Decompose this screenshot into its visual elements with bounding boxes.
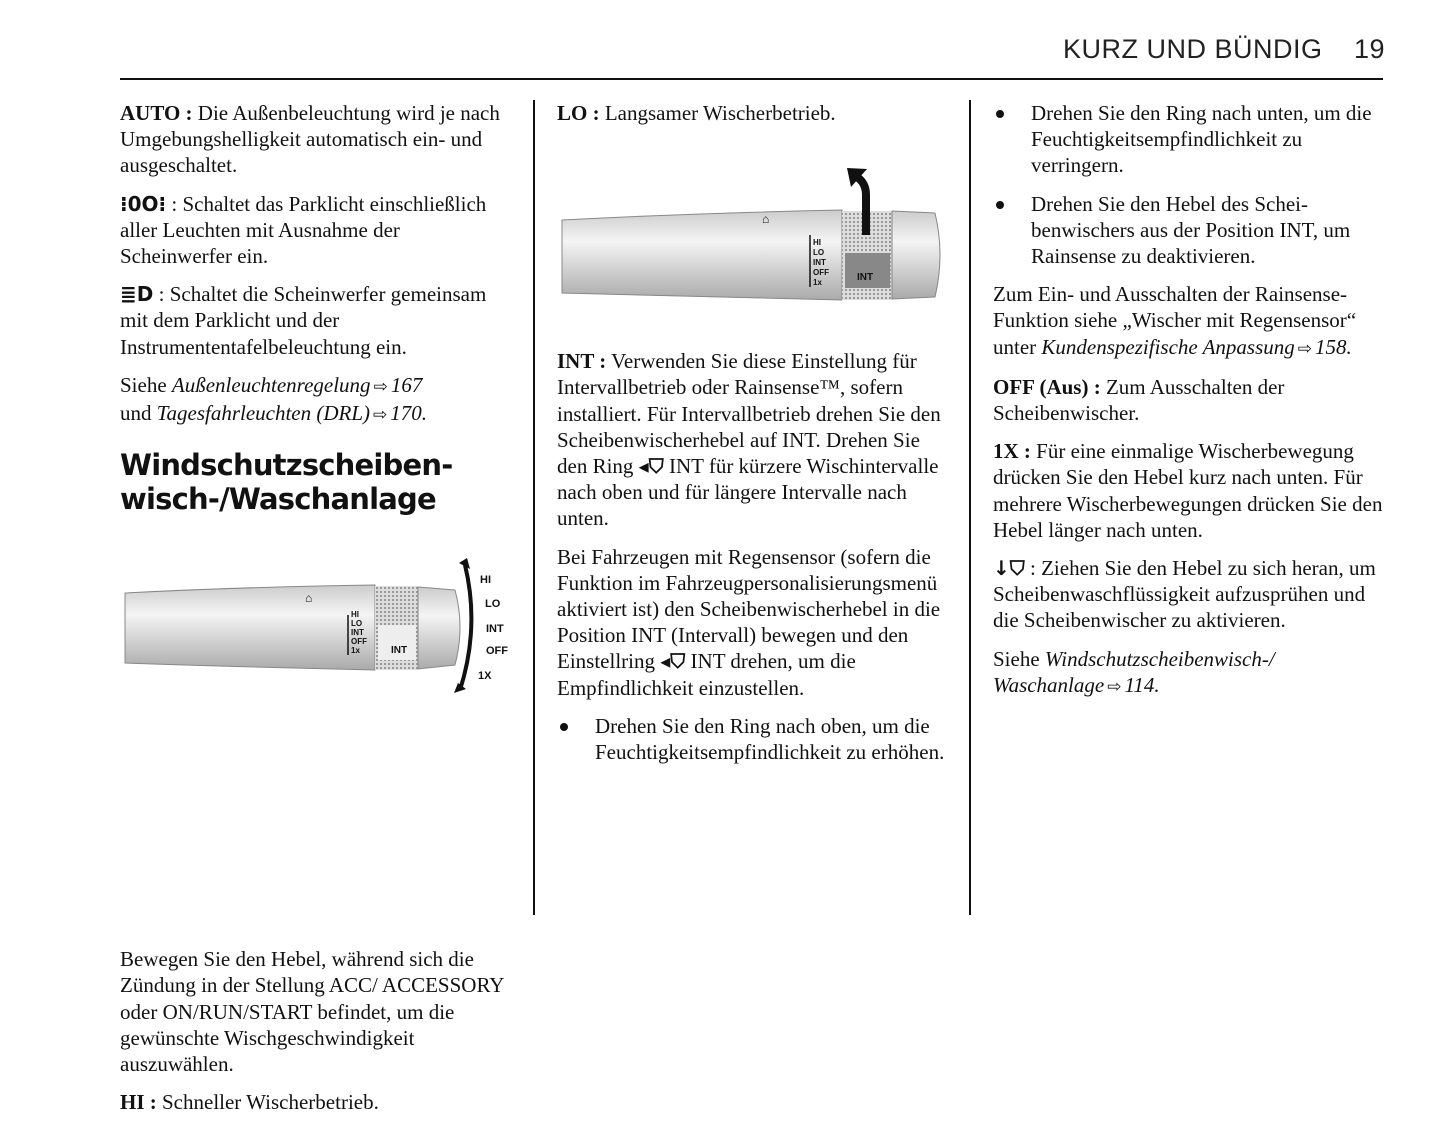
- wiper-lever-figure: [120, 555, 520, 700]
- see-label: Siehe: [120, 372, 167, 397]
- washer-pull-icon: ↓⛉: [993, 556, 1025, 581]
- washer-paragraph: [993, 555, 1385, 634]
- sensor-text: Bei Fahrzeugen mit Regensensor (sofern die Funktion im Fahrzeugpersonalisierungsmenü aktiviert ist) den Scheibenwischerhebel in die Position INT (Intervall) bewegen und den Einstellring: [557, 544, 941, 674]
- column-divider: [969, 100, 971, 915]
- parklight-paragraph: [120, 191, 515, 270]
- int-text-continued: INT für kürzere Wischintervalle nach oben und für längere Intervalle nach unten.: [557, 454, 939, 531]
- see-also-paragraph: [120, 372, 515, 428]
- int-text: Verwenden Sie diese Einstellung für Intervallbetrieb oder Rainsense™, sofern installiert. Für Intervallbetrieb drehen Sie den Scheibenwischerhebel auf INT. Drehen Sie den Ring: [557, 349, 941, 479]
- hi-label: HI :: [120, 1090, 157, 1115]
- position-label: HI: [480, 574, 491, 586]
- page-number: 19: [1354, 34, 1386, 64]
- int-label: INT :: [557, 349, 607, 374]
- lever-label: HI: [813, 238, 821, 247]
- see-label: Siehe: [993, 646, 1040, 671]
- rotation-arrow-icon: [460, 565, 471, 690]
- section-title: KURZ UND BÜNDIG: [1063, 34, 1323, 64]
- cross-ref-arrow-icon: ⇨: [373, 405, 388, 425]
- hi-text: Schneller Wischerbetrieb.: [162, 1090, 379, 1115]
- headlight-icon: ≣D: [120, 282, 154, 307]
- lever-label: INT: [813, 258, 826, 267]
- cross-ref-arrow-icon: ⇨: [1107, 676, 1122, 696]
- wiper-icon: ⌂: [305, 591, 313, 605]
- off-label: OFF (Aus) :: [993, 374, 1101, 399]
- lo-text: Langsamer Wischerbetrieb.: [604, 101, 836, 125]
- position-label: 1X: [478, 670, 492, 682]
- onex-label: 1X :: [993, 439, 1031, 464]
- headlight-text: : Schaltet die Scheinwerfer gemeinsam mit dem Parklicht und der Instrumententafelbeleuchtung ein.: [120, 282, 487, 359]
- and-label: und: [120, 401, 152, 426]
- parking-light-icon: ⁝0O⁝: [120, 191, 167, 216]
- parklight-text: : Schaltet das Parklicht einschließlich aller Leuchten mit Ausnahme der Scheinwerfer ein.: [120, 191, 487, 269]
- ref-link-personalization[interactable]: Kundenspezifische Anpassung ⇨ 158.: [1041, 334, 1352, 359]
- onex-paragraph: [993, 438, 1385, 543]
- header-rule: [120, 78, 1383, 80]
- rainsense-text: Zum Ein- und Ausschalten der Rainsense-Funktion siehe „Wischer mit Regensensor“ unter: [993, 282, 1357, 359]
- int-ring-wiper-icon: ◂⛉: [660, 649, 686, 674]
- ref-link-drl[interactable]: Tagesfahrleuchten (DRL) ⇨ 170.: [156, 401, 428, 426]
- ref-link-exterior-lighting[interactable]: Außenleuchtenregelung ⇨ 167: [171, 372, 423, 397]
- column-divider: [533, 100, 535, 915]
- cross-ref-arrow-icon: ⇨: [1297, 338, 1313, 358]
- rain-sensor-paragraph: [557, 544, 949, 701]
- section-heading: Windschutzscheiben- wisch-/Waschanlage: [120, 448, 453, 517]
- lo-label: LO :: [557, 101, 600, 125]
- lever-label: INT: [351, 628, 364, 637]
- lever-label: LO: [813, 248, 825, 257]
- sensor-text-continued: INT drehen, um die Empfindlichkeit einzustellen.: [557, 649, 856, 700]
- auto-paragraph: [120, 100, 515, 179]
- off-paragraph: [993, 374, 1385, 426]
- position-label: INT: [486, 623, 504, 635]
- auto-label: AUTO :: [120, 101, 193, 125]
- lever-label: HI: [351, 610, 359, 619]
- onex-text: Für eine einmalige Wischerbewegung drücken Sie den Hebel kurz nach unten. Für mehrere Wischerbewegungen drücken Sie den Hebel länger nach unten.: [993, 439, 1383, 542]
- wiper-ring-figure: [557, 165, 947, 305]
- bullet-item: Drehen Sie den Hebel des Scheibenwischers aus der Position INT, um Rainsense zu deaktivieren.: [993, 191, 1385, 270]
- int-ring-wiper-icon: ◂⛉: [638, 454, 664, 479]
- wiper-icon: ⌂: [762, 212, 770, 226]
- ring-int-label: INT: [857, 272, 874, 283]
- lever-label: OFF: [813, 268, 829, 277]
- lo-paragraph: [557, 100, 949, 126]
- lever-label: LO: [351, 619, 363, 628]
- position-label: LO: [485, 598, 501, 610]
- rainsense-paragraph: [993, 281, 1385, 362]
- move-lever-paragraph: Bewegen Sie den Hebel, während sich die Zündung in der Stellung ACC/ ACCESSORY oder ON/RUN/START befindet, um die gewünschte Wischgeschwindigkeit auszuwählen.: [120, 947, 504, 1077]
- hi-paragraph: [120, 1089, 515, 1115]
- ref-link-wiper-washer[interactable]: Windschutzscheibenwisch-/ Waschanlage ⇨ 114.: [993, 646, 1275, 697]
- column-3: [993, 100, 1385, 712]
- lever-label: 1x: [813, 278, 822, 287]
- see-also-paragraph: [993, 646, 1385, 700]
- int-paragraph: [557, 348, 949, 531]
- washer-text: : Ziehen Sie den Hebel zu sich heran, um Scheibenwaschflüssigkeit aufzusprühen und die Scheibenwischer zu aktivieren.: [993, 556, 1376, 633]
- auto-text: Die Außenbeleuchtung wird je nach Umgebungshelligkeit automatisch ein- und ausgeschaltet.: [120, 101, 500, 178]
- headlight-paragraph: [120, 281, 515, 360]
- bullet-item: Drehen Sie den Ring nach unten, um die Feuchtigkeitsempfindlichkeit zu verringern.: [993, 100, 1385, 179]
- cross-ref-arrow-icon: ⇨: [373, 376, 388, 396]
- lever-label: 1x: [351, 646, 360, 655]
- off-text: Zum Ausschalten der Scheibenwischer.: [993, 374, 1285, 426]
- ring-int-label: INT: [391, 645, 408, 656]
- lever-label: OFF: [351, 637, 367, 646]
- bullet-item: Drehen Sie den Ring nach oben, um die Feuchtigkeitsempfindlichkeit zu erhöhen.: [557, 713, 949, 765]
- position-label: OFF: [486, 645, 508, 657]
